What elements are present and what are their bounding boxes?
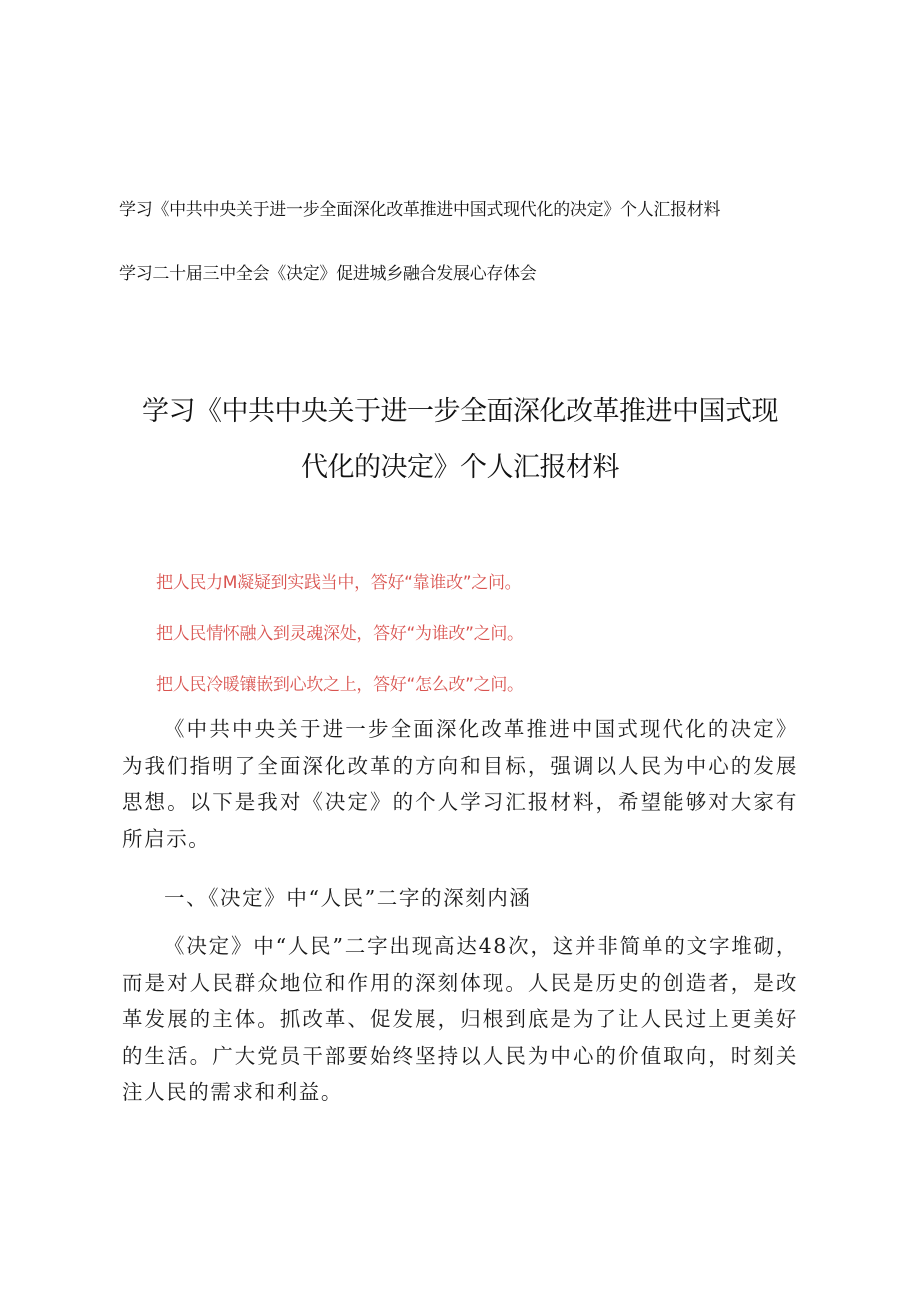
subtitle-2: 把人民情怀融入到灵魂深处，答好“为谁改”之问。 <box>156 624 524 644</box>
subtitle-3: 把人民冷暖镶嵌到心坎之上，答好“怎么改”之问。 <box>156 675 524 695</box>
document-title-line-1: 学习《中共中央关于进一步全面深化改革推进中国式现 <box>142 396 778 427</box>
section-1-paragraph: 《决定》中“人民”二字出现高达48次，这并非简单的文字堆砌，而是对人民群众地位和作用的深刻体现。人民是历史的创造者，是改革发展的主体。抓改革、促发展，归根到底是为了让人民过上更美好的生活。广大党员干部要始终坚持以人民为中心的价值取向，时刻关注人民的需求和利益。 <box>122 934 798 1105</box>
toc-item-2: 学习二十届三中全会《决定》促进城乡融合发展心存体会 <box>119 264 537 284</box>
subtitle-1: 把人民力M凝疑到实践当中，答好“靠谁改”之问。 <box>156 573 522 593</box>
section-1-heading: 一、《决定》中“人民”二字的深刻内涵 <box>164 886 532 910</box>
document-title-line-2: 代化的决定》个人汇报材料 <box>301 452 619 483</box>
intro-paragraph: 《中共中央关于进一步全面深化改革推进中国式现代化的决定》为我们指明了全面深化改革的方向和目标，强调以人民为中心的发展思想。以下是我对《决定》的个人学习汇报材料，希望能够对大家有所启示。 <box>122 717 798 851</box>
toc-item-1: 学习《中共中央关于进一步全面深化改革推进中国式现代化的决定》个人汇报材料 <box>119 200 721 220</box>
